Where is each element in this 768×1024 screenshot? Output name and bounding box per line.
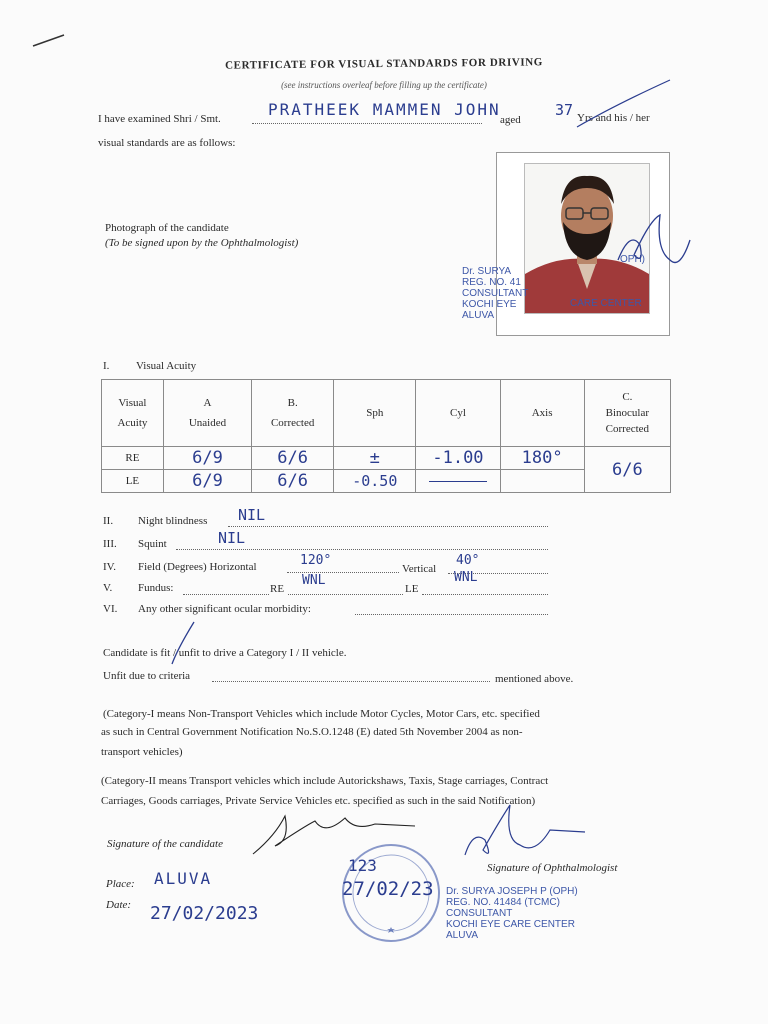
item-v-label: Fundus: [138,582,174,594]
header-text: C. [622,391,633,403]
header-text: A [203,397,212,409]
header-binocular [584,380,670,447]
photo-stamp-line: KOCHI EYE [462,299,517,310]
header-text: Visual [118,397,147,409]
date-label: Date: [106,899,132,911]
fitness-pen-stroke [168,618,198,668]
fundus-re-value: WNL [302,573,326,588]
section-i-num: I. [103,360,110,372]
doctor-stamp [446,886,578,941]
category-2-line: (Category-II means Transport vehicles which include Autorickshaws, Taxis, Stage carriages, Contract [101,775,549,787]
fitness-statement: Candidate is fit / unfit to drive a Category I / II vehicle. [103,647,347,659]
le-cyl [416,470,500,493]
table-header-row [102,380,671,447]
dotted-line [355,614,548,615]
item-iii-num: III. [103,538,117,550]
field-horizontal-value: 120° [300,553,332,568]
photo-note: (To be signed upon by the Ophthalmologist) [105,237,299,249]
intro-line2: visual standards are as follows: [98,137,236,149]
dotted-line [288,594,403,595]
fundus-re-label: RE [270,583,285,595]
visual-acuity-table [101,379,671,493]
re-corrected: 6/6 [252,447,334,470]
pen-mark [30,30,70,50]
vertical-label: Vertical [402,563,437,575]
header-text: B. [287,397,298,409]
photo-stamp-line: ALUVA [462,310,495,321]
fundus-le-label: LE [405,583,419,595]
le-corrected: 6/6 [252,470,334,493]
photo-stamp-partial: OPH) [620,254,645,265]
unfit-criteria-label: Unfit due to criteria [103,670,191,682]
candidate-name: PRATHEEK MAMMEN JOHN [268,100,501,119]
name-dotted-line [252,123,482,124]
photo-label: Photograph of the candidate [105,222,229,234]
doctor-stamp-line: ALUVA [446,930,479,941]
round-seal-stamp [340,842,442,944]
place-label: Place: [106,878,135,890]
dotted-line [176,549,548,550]
le-axis [500,470,584,493]
photo-stamp-line: REG. NO. 41 [462,277,521,288]
fundus-le-value: WNL [454,570,478,585]
seal-date: 27/02/23 [342,878,434,900]
unfit-criteria-suffix: mentioned above. [495,673,574,685]
re-cyl: -1.00 [416,447,500,470]
photo-stamp-line: CONSULTANT [462,288,529,299]
re-sph: ± [334,447,416,470]
header-unaided [163,380,251,447]
photo-signature [610,210,700,300]
field-vertical-value: 40° [456,553,480,568]
doctor-stamp-line: Dr. SURYA JOSEPH P (OPH) [446,886,578,897]
dotted-line [422,594,548,595]
night-blindness-value: NIL [238,506,266,524]
doctor-stamp-line: REG. NO. 41484 (TCMC) [446,897,560,908]
item-ii-num: II. [103,515,114,527]
dotted-line [228,526,548,527]
dotted-line [183,594,269,595]
certificate-title: CERTIFICATE FOR VISUAL STANDARDS FOR DRIVING [225,56,543,72]
header-cyl: Cyl [416,380,500,447]
aged-label: aged [500,114,521,126]
header-text: Acuity [117,417,148,429]
item-iv-num: IV. [103,561,116,573]
photo-stamp-partial: CARE CENTER [570,298,642,309]
re-axis: 180° [500,447,584,470]
header-text: Unaided [188,417,227,429]
section-i-label: Visual Acuity [136,360,197,372]
item-v-num: V. [103,582,113,594]
intro-prefix: I have examined Shri / Smt. [98,113,221,125]
table-row-re [102,447,671,470]
place-value: ALUVA [154,869,213,888]
category-2-line: Carriages, Goods carriages, Private Service Vehicles etc. specified as such in the said Notification) [101,795,536,807]
item-iii-label: Squint [138,538,167,550]
eye-label: LE [102,470,164,493]
seal-number: 123 [348,856,377,875]
photo-stamp [462,266,528,321]
category-1-line: as such in Central Government Notification No.S.O.1248 (E) dated 5th November 2004 as non- [101,726,523,738]
intro-suffix: Yrs and his / her [577,112,650,124]
item-vi-num: VI. [103,603,118,615]
candidate-signature-label: Signature of the candidate [107,838,223,850]
age-pen-stroke [575,75,675,135]
ophthalmologist-signature [455,800,595,870]
doctor-stamp-line: CONSULTANT [446,908,513,919]
header-sph: Sph [334,380,416,447]
dotted-line [212,681,490,682]
certificate-subtitle: (see instructions overleaf before filling up the certificate) [281,80,487,90]
category-1-line: (Category-I means Non-Transport Vehicles which include Motor Cycles, Motor Cars, etc. specified [103,708,540,720]
le-unaided: 6/9 [163,470,251,493]
binocular-value: 6/6 [584,447,670,493]
doctor-stamp-line: KOCHI EYE CARE CENTER [446,919,575,930]
candidate-age: 37 [555,101,574,119]
header-text: Corrected [270,417,315,429]
item-vi-label: Any other significant ocular morbidity: [138,603,311,615]
header-text: Corrected [605,423,650,435]
eye-label: RE [102,447,164,470]
squint-value: NIL [218,529,246,547]
item-iv-label: Field (Degrees) Horizontal [138,561,257,573]
header-corrected [252,380,334,447]
header-visual-acuity [102,380,164,447]
photo-stamp-line: Dr. SURYA [462,266,512,277]
header-text: Binocular [605,407,650,419]
ophthalmologist-signature-label: Signature of Ophthalmologist [487,862,618,874]
date-value: 27/02/2023 [150,903,259,924]
re-unaided: 6/9 [163,447,251,470]
item-ii-label: Night blindness [138,515,208,527]
category-1-line: transport vehicles) [101,746,183,758]
header-axis: Axis [500,380,584,447]
le-sph: -0.50 [334,470,416,493]
